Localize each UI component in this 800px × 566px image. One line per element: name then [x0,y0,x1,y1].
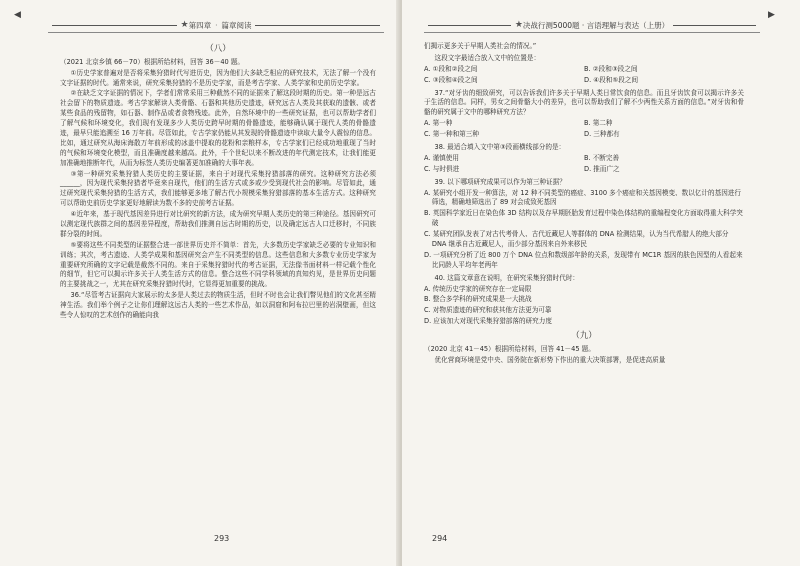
corner-flag-icon: ▶ [768,10,775,20]
option-a[interactable]: A. 谨慎使用 [424,153,459,162]
option-a[interactable]: A. 传统历史学家的研究存在一定局限 [424,284,532,293]
right-header-title: 决战行测5000题 · 言语理解与表达（上册） [522,20,670,30]
option-d[interactable]: D. 推而广之 [584,164,620,173]
question-40-options [424,285,744,328]
option-c[interactable]: C. 与时俱进 [424,164,460,173]
option-b[interactable]: B. 不断完善 [584,153,620,162]
left-header-chapter: 第四章 [188,20,212,30]
paragraph-5: ⑤要将这些不同类型的证据整合进一部世界历史并不简单：首先，大多数历史学家缺乏必要的专业知识和训练；其次，考古遗迹、人类学成果和基因研究会产生不同类型的信息。这些信息和大多数专业历史学家为重要研究所确的文字记载是截然不同的。来自于采集狩猎时代的考古证据，无法像书面材料一样记载个性化的细节，但它可以揭示许多关于人类生活方式的信息。整合这些不同学科领域的真知灼见，是世界历史问题的主要挑战之一，尤其在研究采集狩猎时代时，它显得更加重要的挑战。 [60,240,376,289]
paragraph-4: ④近年来，基于现代基因差异进行对比研究的新方法，成为研究早期人类历史的第三种途径。基因研究可以测定现代族群之间的基因差异程度，帮助我们推测自远古时期的历史，以及确定远古人口迁移时，不同族群分裂的时间。 [60,210,376,238]
section-title: （八） [205,44,231,54]
question-39-stem: 39. 以下哪项研究成果可以作为第三种证据？ [434,177,566,186]
star-icon: ★ [514,20,523,30]
right-page-number: 294 [432,534,448,543]
option-a[interactable]: A. 第一种 [424,119,453,128]
paragraph-1: ①历史学家普遍对是否将采集狩猎时代写进历史，因为他们大多缺乏相应的研究技术，无法了解一个没有文字证据的时代。通常来说，研究采集狩猎的不是历史学家，而是考古学家、人类学家和史前历史学家。 [60,68,376,87]
question-36-options [424,65,744,86]
option-b[interactable]: B. 第二种 [584,119,613,128]
passage-continuation: 们揭示更多关于早期人类社会的情况。” [424,42,537,50]
question-37-options [424,119,744,140]
passage-opening: 优化营商环境是党中央、国务院在新形势下作出的重大决策部署，是促进高质量 [434,355,666,364]
left-header-section: 篇章阅读 [221,20,252,30]
option-c[interactable]: C. 对物质遗迹的研究和获其他方法更为可靠 [424,306,552,315]
option-d[interactable]: D. 三种都有 [584,130,620,139]
option-d[interactable]: D. 应该加大对现代采集狩猎部落的研究力度 [424,317,552,326]
paragraph-3: ③第一种研究采集狩猎人类历史的主要证据，来自于对现代采集狩猎部落的研究。这种研究方法必须______，因为现代采集狩猎者毕竟来自现代，他们的生活方式或多或少受到现代社会的影响。尽管如此，通过研究现代采集狩猎的生活方式，我们能够更多地了解古代小规模采集狩猎部落的基本生活方式。这种研究可以帮助史前历史学家更好地解读为数不多的史前考古证据。 [60,169,376,208]
option-b[interactable]: B. ②段和③段之间 [584,64,638,73]
question-36-stem: 这段文字最适合放入文中的位置是： [434,53,541,62]
question-39-options [424,189,744,271]
section-intro: （2021 北京乡镇 66－70）根据所给材料，回答 36－40 题。 [60,57,245,66]
option-c[interactable]: C. 某研究团队发表了对古代考骨人、古代近藏尼人等群体的 DNA 检测结果，认为当代希腊人的绝大部分 DNA 继承自古近藏尼人，而少部分基因来自外来移民 [424,230,729,249]
option-b[interactable]: B. 整合多学科的研究成果是一大挑战 [424,295,532,304]
paragraph-2: ②在缺乏文字证据的情况下，学者们常常采用三种截然不同的证据来了解这段时期的历史。第一种是远古社会留下的物质遗迹。考古学家解读人类骨骼、石器和其他历史遗迹，研究远古人类及其获取的遗骸、或者某些食品的残留物，如石器、制作品或者食物残迹。此外，自然环境中的一些研究证据，也可以帮助学者们了解气候和环境变化，我们现有发现多少人类历史跨早时期的骨骼遗迹，能够确认属于现代人类的骨骼遗迹，最早只能追溯至 16 万年前。尽管如此，专古学家仍能从其发现的骨骼遗迹中读取大量令人震惊的信息。比如，通过研究从海床海散万年前形成的冰盖中提取的花粉和亲粮样本，专古学家们已经成功地重现了当时的气候和环境变化模型，而且准确度越来越高。此外，千个世纪以来不断改进的年代测定技术，让我们能更加准确地推断年代，从而为标签人类历史编著更加准确的大事年表。 [60,89,376,167]
option-a[interactable]: A. ①段和②段之间 [424,64,478,73]
corner-flag-icon: ◀ [14,10,21,20]
option-c[interactable]: C. 第一种和第三种 [424,130,479,139]
star-icon: ★ [180,20,189,30]
option-d[interactable]: D. ④段和⑤段之间 [584,75,639,84]
left-page-content [60,40,376,322]
right-page-content [424,40,744,367]
option-d[interactable]: D. 一项研究分析了近 800 万个 DNA 位点和数级部年龄的关系，发现带有 MC1R 基因的肤色因型的人看起来比同龄人平均年老两年 [424,250,743,269]
right-page [402,0,800,566]
option-b[interactable]: B. 英国科学家近日在染色体 3D 结构以及存早期胚胎发育过程中染色体结构的重编程变化方面取得重大科学突破 [424,209,743,228]
question-38-stem: 38. 最适合填入文中第③段画横线部分的是： [434,143,566,152]
question-36-passage: 36.“尽管考古证据向大家展示的太多是人类过去的物质生活，但时不时也会让我们瞥见他们的文化甚至精神生活。我们举个例子之让你们理解这远古人类的一些艺术作品，如以洞窟和阿布拉巴里的岩洞壁画，但这些令人惊叹的艺术创作的确能向我 [60,291,376,320]
question-38-options [424,154,744,175]
right-running-header [424,18,760,32]
option-c[interactable]: C. ③段和④段之间 [424,75,478,84]
option-a[interactable]: A. 某研究小组开发一种算法，对 12 种不同类型的癌症、3100 多个癌症和关基因模变、数以亿计的基因进行筛选，精确地筛选出了 89 对会成致死基因 [424,188,741,207]
section-intro: （2020 北京 41－45）根据所给材料，回答 41－45 题。 [424,344,595,353]
left-page-number: 293 [214,534,230,543]
left-running-header: ★ 第四章 · 篇章阅读 [48,18,384,32]
section-title: （九） [571,331,597,342]
question-37-stem: 37.“对牙齿的细致研究，可以告诉我们许多关于早期人类日常饮食的信息。而且牙齿饮食可以揭示许多关于生活的信息。同样，男女之间骨骼大小的差异，也可以帮助我们了解不少两性关系方面的信息。”对牙齿和骨骼的研究属于文中的哪种研究方法？ [424,88,744,117]
question-40-stem: 40. 这篇文章意在说明，在研究采集狩猎时代时： [434,273,580,282]
